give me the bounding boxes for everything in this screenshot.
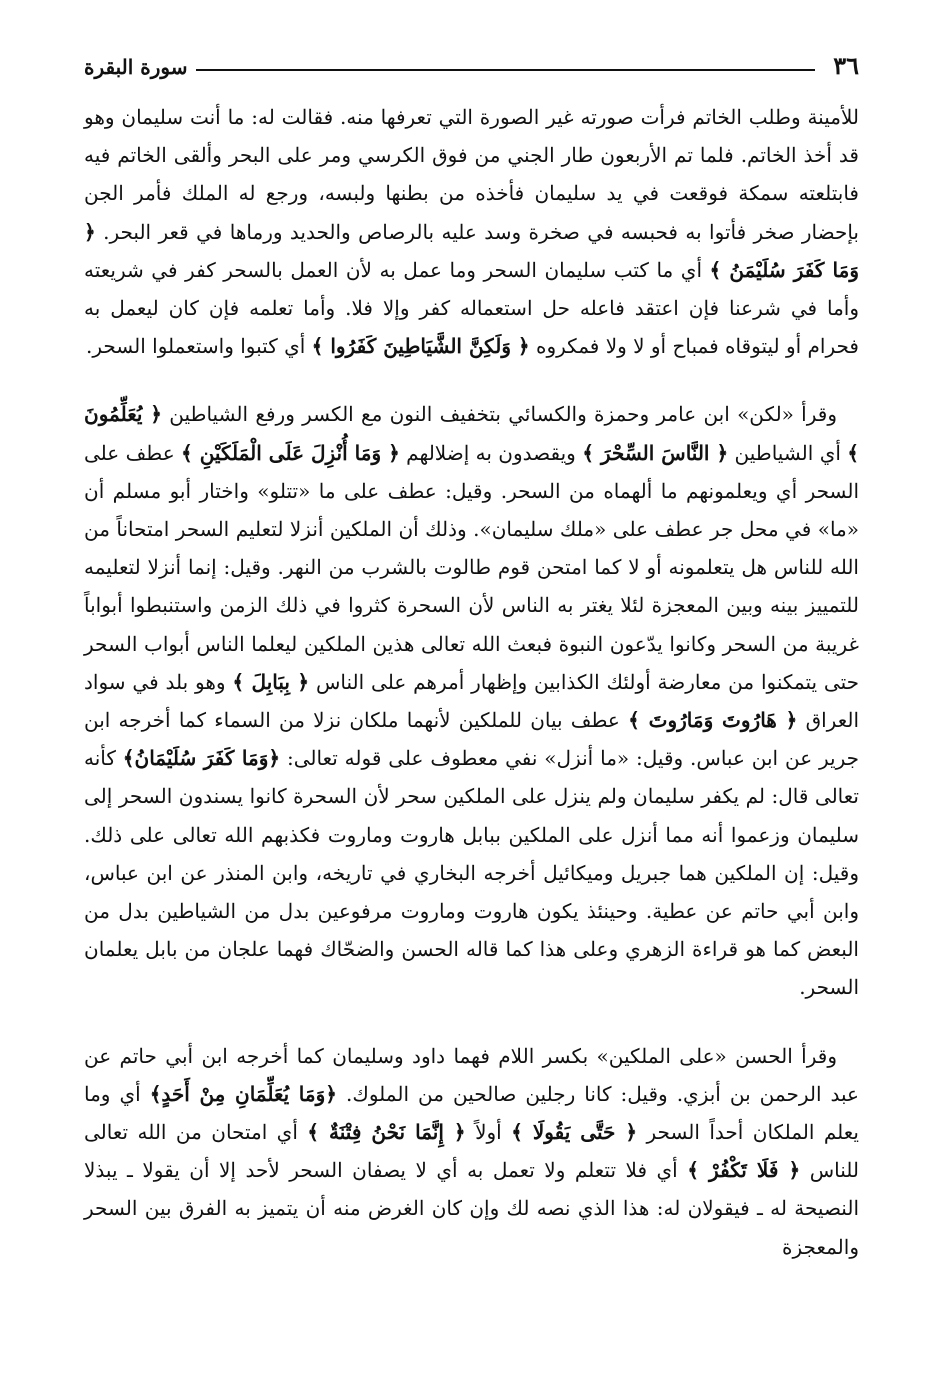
paragraph — [84, 395, 859, 1006]
quran-verse: ﴿ حَتَّى يَقُولَا ﴾ — [511, 1120, 638, 1145]
text-segment: أي ما كتب سليمان السحر وما عمل به لأن العمل بالسحر كفر في شريعته وأما في شرعنا فإن اعتقد فاعله حل استعماله كفر وإلا فلا. وأما تعلمه فإن كان ليعمل به فحرام أو ليتوقاه فمباح أو لا ولا فمكروه — [84, 257, 859, 359]
body-text — [84, 98, 859, 1266]
quran-verse: ﴿ إِنَّمَا نَحْنُ فِتْنَةٌ ﴾ — [307, 1120, 466, 1145]
quran-verse: ﴿ يُعَلِّمُونَ ﴾ — [84, 402, 859, 465]
paragraph — [84, 1037, 859, 1266]
text-segment: أي الشياطين — [728, 440, 848, 465]
quran-verse: ﴿وَمَا كَفَرَ سُلَيْمَانُ﴾ — [122, 746, 281, 771]
text-segment: عطف بيان للملكين لأنهما ملكان نزلا من السماء كما أخرجه ابن جرير عن ابن عباس. وقيل: «ما أنزل» نفي معطوف على قوله تعالى: — [84, 708, 860, 771]
text-segment: أي وما يعلم الملكان أحداً السحر — [84, 1081, 859, 1145]
quran-verse: ﴿ فَلَا تَكْفُرْ ﴾ — [687, 1158, 801, 1183]
quran-verse: ﴿ وَمَا كَفَرَ سُلَيْمَنُ ﴾ — [84, 219, 859, 282]
surah-title: سورة البقرة — [84, 55, 188, 79]
quran-verse: ﴿ بِبَابِلَ ﴾ — [232, 669, 310, 694]
text-segment: أي امتحان من الله تعالى للناس — [84, 1120, 859, 1183]
text-segment: أي فلا تتعلم ولا تعمل به أي لا يصفان السحر لأحد إلا أن يقولا ـ يبذلا النصيحة له ـ فيقولان له: هذا الذي نصه لك وإن كان الغرض منه أن يتميز به الفرق بين السحر والمعجزة — [84, 1158, 859, 1259]
paragraph — [84, 98, 859, 365]
quran-verse: ﴿ وَمَا أُنْزِلَ عَلَى الْمَلَكَيْنِ ﴾ — [181, 440, 400, 465]
quran-verse: ﴿ هَارُوتَ وَمَارُوتَ ﴾ — [628, 708, 798, 733]
quran-verse: ﴿وَمَا يُعَلِّمَانِ مِنْ أَحَدٍ﴾ — [149, 1081, 337, 1106]
text-segment: للأمينة وطلب الخاتم فرأت صورته غير الصورة التي تعرفها منه. فقالت له: ما أنت سليمان وهو قد أخذ الخاتم. فلما تم الأربعون طار الجني من فوق الكرسي ومر على البحر وألقى الخاتم فيه فابتلعته سمكة فوقعت في يد سليمان فأخذه من بطنها ولبسه، ورجع له الملك فأمر الجن بإحضار صخر فأتوا به فحبسه في صخرة وسد عليه بالرصاص والحديد ورماها في قعر البحر. — [84, 105, 859, 244]
text-segment: وقرأ «لكن» ابن عامر وحمزة والكسائي بتخفيف النون مع الكسر ورفع الشياطين — [162, 402, 837, 427]
text-segment: وقرأ الحسن «على الملكين» بكسر اللام فهما داود وسليمان كما أخرجه ابن أبي حاتم عن عبد الرحمن بن أبزي. وقيل: كانا رجلين صالحين من الملوك. — [84, 1043, 859, 1106]
page-number: ٣٦ — [833, 51, 859, 80]
quran-verse: ﴿ النَّاسَ السِّحْرَ ﴾ — [582, 440, 729, 465]
text-segment: أولاً — [465, 1120, 512, 1145]
text-segment: ويقصدون به إضلالهم — [399, 440, 583, 465]
text-segment: وهو بلد في سواد العراق — [84, 669, 859, 733]
text-segment: أي كتبوا واستعملوا السحر. — [86, 334, 312, 359]
text-segment: عطف على السحر أي ويعلمونهم ما ألهماه من السحر. وقيل: عطف على ما «تتلو» واختار أبو مسلم أن «ما» في محل جر عطف على «ملك سليمان». وذلك أن الملكين أنزلا لتعليم السحر امتحاناً من الله للناس هل يتعلمونه أو لا كما امتحن قوم طالوت بالشرب من النهر. وقيل: إنما أنزلا لتعليمه للتمييز بينه وبين المعجزة لئلا يغتر به الناس لأن السحرة كثروا في ذلك الزمن واستنبطوا أبواباً غريبة من السحر وكانوا يدّعون النبوة فبعث الله تعالى هذين الملكين ليعلما الناس أبواب السحر حتى يتمكنوا من معارضة أولئك الكذابين وإظهار أمرهم على الناس — [84, 440, 859, 694]
quran-verse: ﴿ وَلَكِنَّ الشَّيَاطِينَ كَفَرُوا ﴾ — [311, 334, 530, 359]
text-segment: كأنه تعالى قال: لم يكفر سليمان ولم ينزل على الملكين سحر لأن السحرة كانوا يسندون السحر إلى سليمان وزعموا أنه مما أنزل على الملكين ببابل هاروت وماروت فكذبهم الله تعالى على ذلك. وقيل: إن الملكين هما جبريل وميكائيل أخرجه البخاري في تاريخه، وابن المنذر عن ابن عباس، وابن أبي حاتم عن عطية. وحينئذ يكون هاروت وماروت مرفوعين بدل من الشياطين بدل من البعض كما هو قراءة الزهري وعلى هذا كما قاله الحسن والضحّاك فهما علجان من بابل يعلمان السحر. — [84, 746, 859, 1000]
page-header — [84, 52, 859, 92]
header-rule — [196, 69, 815, 71]
